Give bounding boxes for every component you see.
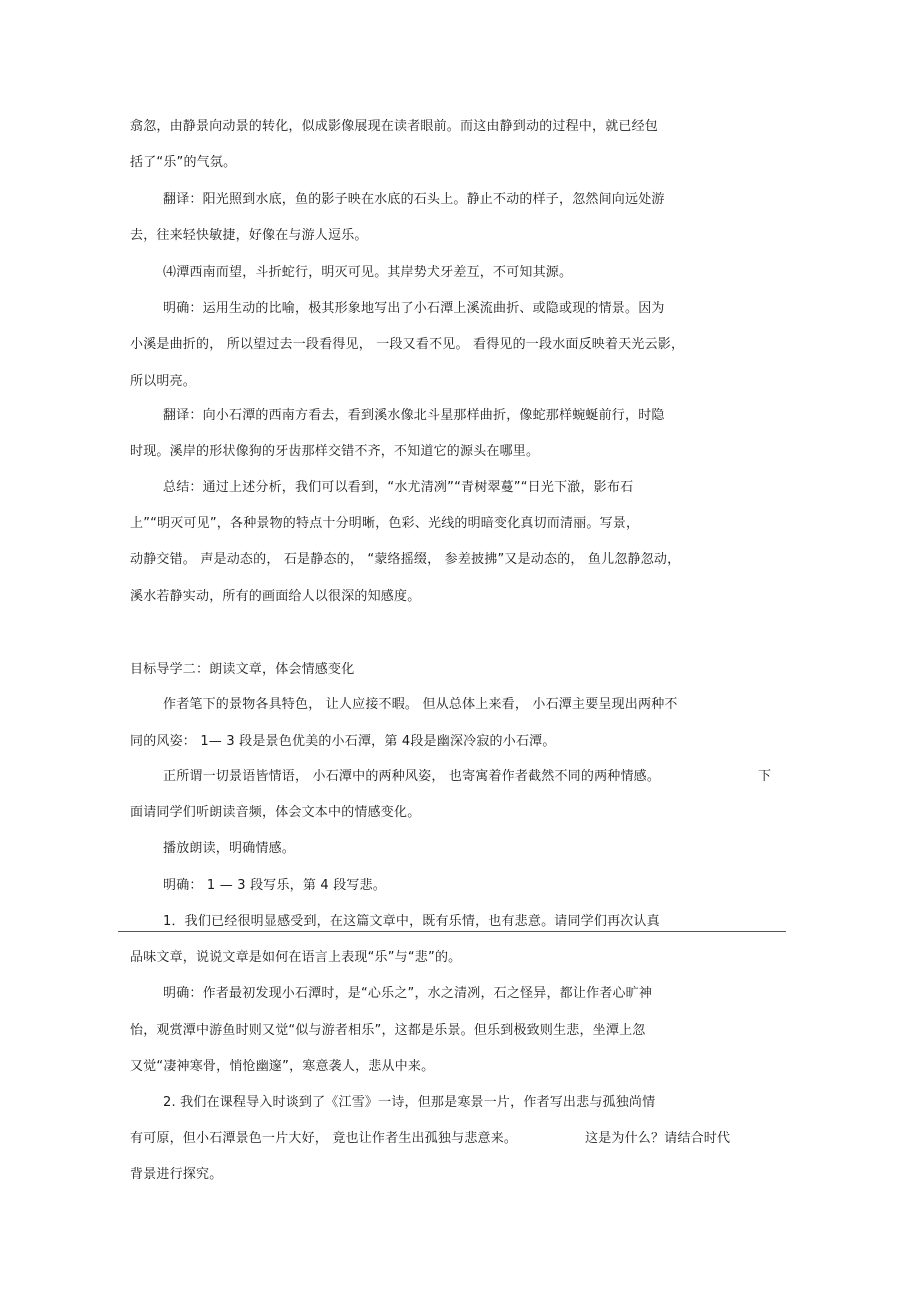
text-line-7: 小溪是曲折的， 所以望过去一段看得见， 一段又看不见。 看得见的一段水面反映着天光云影， <box>130 337 685 352</box>
text-line-8: 所以明亮。 <box>130 374 197 389</box>
text-line-20: 播放朗读，明确情感。 <box>163 841 296 856</box>
text-line-23: 品味文章，说说文章是如何在语言上表现“乐”与“悲”的。 <box>130 950 462 965</box>
text-line-21: 明确： 1 — 3 段写乐，第 4 段写悲。 <box>163 878 387 893</box>
text-line-6: 明确：运用生动的比喻，极其形象地写出了小石潭上溪流曲折、或隐或现的情景。因为 <box>163 301 665 316</box>
text-line-16: 作者笔下的景物各具特色， 让人应接不暇。 但从总体上来看， 小石潭主要呈现出两种不 <box>163 697 678 712</box>
text-line-19: 面请同学们听朗读音频，体会文本中的情感变化。 <box>130 805 421 820</box>
text-line-26: 又觉“凄神寒骨，悄怆幽邃”，寒意袭人，悲从中来。 <box>130 1059 435 1074</box>
text-line-12: 上”“明灭可见”，各种景物的特点十分明晰，色彩、光线的明暗变化真切而清丽。写景， <box>130 516 640 531</box>
text-line-29: 背景进行探究。 <box>130 1167 223 1182</box>
text-line-22: 1．我们已经很明显感受到，在这篇文章中，既有乐情，也有悲意。请同学们再次认真 <box>163 914 660 929</box>
horizontal-divider <box>118 931 786 932</box>
text-line-14: 溪水若静实动，所有的画面给人以很深的知感度。 <box>130 589 421 604</box>
section-heading: 目标导学二：朗读文章，体会情感变化 <box>130 662 355 677</box>
text-line-28-end: 这是为什么？请结合时代 <box>585 1131 731 1146</box>
text-line-17: 同的风姿： 1— 3 段是景色优美的小石潭，第 4段是幽深冷寂的小石潭。 <box>130 734 556 749</box>
text-line-10: 时现。溪岸的形状像狗的牙齿那样交错不齐，不知道它的源头在哪里。 <box>130 444 540 459</box>
text-line-9: 翻译：向小石潭的西南方看去，看到溪水像北斗星那样曲折，像蛇那样蜿蜒前行，时隐 <box>163 408 665 423</box>
text-line-27: 2. 我们在课程导入时谈到了《江雪》一诗，但那是寒景一片，作者写出悲与孤独尚情 <box>163 1095 656 1110</box>
text-line-24: 明确：作者最初发现小石潭时，是“心乐之”，水之清冽，石之怪异，都让作者心旷神 <box>163 986 653 1001</box>
text-line-2: 括了“乐”的气氛。 <box>130 155 237 170</box>
text-line-1: 翕忽，由静景向动景的转化，似成影像展现在读者眼前。而这由静到动的过程中，就已经包 <box>130 119 659 134</box>
text-line-4: 去，往来轻快敏捷，好像在与游人逗乐。 <box>130 228 368 243</box>
text-line-18-end: 下 <box>758 769 772 784</box>
text-line-5: ⑷潭西南而望，斗折蛇行，明灭可见。其岸势犬牙差互，不可知其源。 <box>163 265 573 280</box>
text-line-18: 正所谓一切景语皆情语， 小石潭中的两种风姿， 也寄寓着作者截然不同的两种情感。 <box>163 769 661 784</box>
text-line-13: 动静交错。 声是动态的， 石是静态的， “蒙络摇缀， 参差披拂”又是动态的， 鱼儿忽静忽动， <box>130 552 681 567</box>
text-line-25: 怡，观赏潭中游鱼时则又觉“似与游者相乐”，这都是乐景。但乐到极致则生悲，坐潭上忽 <box>130 1023 646 1038</box>
text-line-28: 有可原，但小石潭景色一片大好， 竟也让作者生出孤独与悲意来。 <box>130 1131 518 1146</box>
text-line-11: 总结：通过上述分析，我们可以看到，“水尤清冽”“青树翠蔓”“日光下澈，影布石 <box>163 480 634 495</box>
text-line-3: 翻译：阳光照到水底，鱼的影子映在水底的石头上。静止不动的样子，忽然间向远处游 <box>163 192 665 207</box>
